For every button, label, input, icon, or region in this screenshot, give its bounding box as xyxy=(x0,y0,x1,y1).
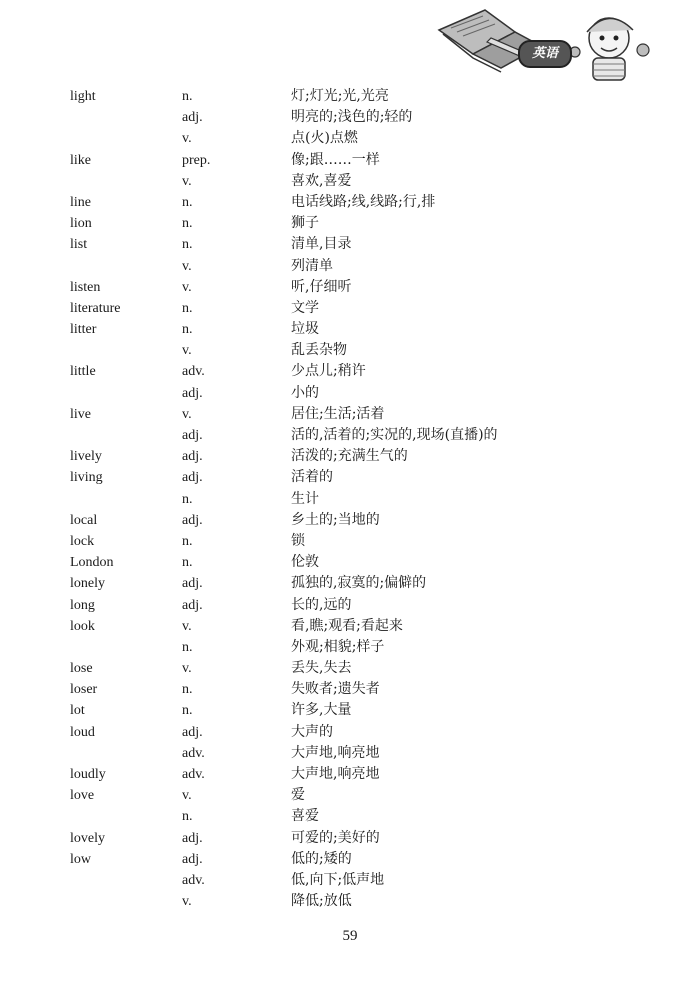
definition: 喜爱 xyxy=(291,808,319,825)
definition: 大声的 xyxy=(291,723,333,740)
definition: 灯;灯光;光,光亮 xyxy=(291,88,389,104)
headword: loser xyxy=(70,682,98,698)
part-of-speech: v. xyxy=(182,279,192,295)
part-of-speech: v. xyxy=(182,406,192,422)
subject-badge: 英语 xyxy=(518,40,572,68)
definition: 大声地,响亮地 xyxy=(291,744,380,761)
vocabulary-entry xyxy=(0,489,700,510)
part-of-speech: v. xyxy=(182,661,192,677)
headword: London xyxy=(70,555,114,571)
part-of-speech: n. xyxy=(182,216,193,232)
vocabulary-entry xyxy=(0,404,700,425)
vocabulary-entry xyxy=(0,256,700,277)
headword: loudly xyxy=(70,767,106,782)
definition: 看,瞧;观看;看起来 xyxy=(291,617,403,634)
definition: 文学 xyxy=(291,299,319,316)
definition: 活泼的;充满生气的 xyxy=(291,448,408,465)
headword: listen xyxy=(70,279,101,295)
definition: 许多,大量 xyxy=(291,702,352,719)
headword: lonely xyxy=(70,576,105,592)
part-of-speech: adj. xyxy=(182,512,203,528)
vocabulary-entry xyxy=(0,700,700,721)
vocabulary-entry xyxy=(0,595,700,616)
headword: long xyxy=(70,597,95,613)
part-of-speech: n. xyxy=(182,639,193,655)
part-of-speech: adv. xyxy=(182,745,205,761)
part-of-speech: adv. xyxy=(182,767,205,782)
definition: 喜欢,喜爱 xyxy=(291,172,352,189)
definition: 丢失,失去 xyxy=(291,660,352,677)
vocabulary-entry xyxy=(0,298,700,319)
vocabulary-entry xyxy=(0,446,700,467)
headword: lovely xyxy=(70,830,105,846)
headword: lot xyxy=(70,703,85,719)
definition: 像;跟……一样 xyxy=(291,151,380,168)
part-of-speech: adj. xyxy=(182,470,203,486)
headword: living xyxy=(70,470,103,486)
definition: 伦敦 xyxy=(291,554,319,571)
vocabulary-entry xyxy=(0,891,700,912)
vocabulary-entry xyxy=(0,277,700,298)
definition: 小的 xyxy=(291,384,319,401)
headword: list xyxy=(70,237,88,253)
part-of-speech: v. xyxy=(182,343,192,359)
headword: lock xyxy=(70,533,95,549)
part-of-speech: v. xyxy=(182,131,192,147)
vocabulary-entry xyxy=(0,828,700,849)
vocabulary-entry xyxy=(0,510,700,531)
part-of-speech: adj. xyxy=(182,449,203,465)
vocabulary-entry xyxy=(0,86,700,107)
headword: like xyxy=(70,152,91,168)
part-of-speech: v. xyxy=(182,788,192,804)
part-of-speech: n. xyxy=(182,533,193,549)
vocabulary-entry xyxy=(0,637,700,658)
headword: lion xyxy=(70,216,92,232)
definition: 明亮的;浅色的;轻的 xyxy=(291,109,413,126)
part-of-speech: adj. xyxy=(182,724,203,740)
definition: 清单,目录 xyxy=(291,236,352,253)
definition: 活的,活着的;实况的,现场(直播)的 xyxy=(291,427,498,443)
vocabulary-entry xyxy=(0,849,700,870)
definition: 爱 xyxy=(291,787,305,804)
definition: 乡土的;当地的 xyxy=(291,511,380,528)
part-of-speech: adj. xyxy=(182,110,203,126)
definition: 垃圾 xyxy=(291,321,319,338)
headword: low xyxy=(70,851,91,867)
headword: loud xyxy=(70,724,95,740)
headword: live xyxy=(70,406,91,422)
vocabulary-entry xyxy=(0,150,700,171)
part-of-speech: v. xyxy=(182,618,192,634)
part-of-speech: n. xyxy=(182,491,193,507)
header-decoration xyxy=(437,2,695,84)
definition: 生计 xyxy=(291,490,319,507)
definition: 大声地,响亮地 xyxy=(291,766,380,782)
vocabulary-entry xyxy=(0,234,700,255)
definition: 少点儿;稍许 xyxy=(291,363,366,380)
page-number: 59 xyxy=(342,928,358,944)
headword: literature xyxy=(70,300,121,316)
definition: 乱丢杂物 xyxy=(291,342,347,359)
part-of-speech: adj. xyxy=(182,597,203,613)
vocabulary-entry xyxy=(0,531,700,552)
part-of-speech: adj. xyxy=(182,830,203,846)
vocabulary-entry xyxy=(0,171,700,192)
definition: 点(火)点燃 xyxy=(291,130,358,147)
definition: 锁 xyxy=(291,532,305,549)
vocabulary-entry xyxy=(0,107,700,128)
definition: 低,向下;低声地 xyxy=(291,871,385,888)
vocabulary-entry xyxy=(0,679,700,700)
vocabulary-entry xyxy=(0,573,700,594)
headword: lose xyxy=(70,661,93,677)
definition: 电话线路;线,线路;行,排 xyxy=(291,193,436,210)
vocabulary-entry xyxy=(0,340,700,361)
definition: 低的;矮的 xyxy=(291,850,352,867)
part-of-speech: adj. xyxy=(182,851,203,867)
part-of-speech: n. xyxy=(182,682,193,698)
headword: lively xyxy=(70,449,102,465)
vocabulary-entry xyxy=(0,383,700,404)
part-of-speech: prep. xyxy=(182,152,211,168)
part-of-speech: n. xyxy=(182,555,193,571)
headword: love xyxy=(70,788,95,804)
vocabulary-entry xyxy=(0,128,700,149)
vocabulary-entry xyxy=(0,722,700,743)
vocabulary-entry xyxy=(0,658,700,679)
part-of-speech: adv. xyxy=(182,872,205,888)
definition: 长的,远的 xyxy=(291,596,352,613)
vocabulary-list xyxy=(0,86,700,912)
part-of-speech: n. xyxy=(182,809,193,825)
definition: 可爱的;美好的 xyxy=(291,829,380,846)
definition: 活着的 xyxy=(291,469,333,486)
definition: 降低;放低 xyxy=(291,893,352,910)
definition: 列清单 xyxy=(291,257,333,274)
definition: 失败者;遗失者 xyxy=(291,681,380,698)
definition: 听,仔细听 xyxy=(291,278,352,295)
vocabulary-entry xyxy=(0,319,700,340)
part-of-speech: adv. xyxy=(182,364,205,380)
part-of-speech: n. xyxy=(182,194,193,210)
part-of-speech: n. xyxy=(182,89,193,104)
definition: 狮子 xyxy=(291,215,319,232)
definition: 居住;生活;活着 xyxy=(291,405,385,422)
headword: little xyxy=(70,364,96,380)
part-of-speech: v. xyxy=(182,258,192,274)
part-of-speech: n. xyxy=(182,322,193,338)
part-of-speech: n. xyxy=(182,703,193,719)
headword: litter xyxy=(70,322,97,338)
vocabulary-entry xyxy=(0,552,700,573)
vocabulary-entry xyxy=(0,743,700,764)
vocabulary-entry xyxy=(0,467,700,488)
vocabulary-entry xyxy=(0,616,700,637)
vocabulary-entry xyxy=(0,425,700,446)
headword: light xyxy=(70,89,96,104)
vocabulary-entry xyxy=(0,213,700,234)
part-of-speech: v. xyxy=(182,173,192,189)
part-of-speech: n. xyxy=(182,237,193,253)
part-of-speech: adj. xyxy=(182,385,203,401)
part-of-speech: adj. xyxy=(182,576,203,592)
definition: 孤独的,寂寞的;偏僻的 xyxy=(291,575,427,592)
vocabulary-entry xyxy=(0,764,700,785)
vocabulary-entry xyxy=(0,192,700,213)
vocabulary-entry xyxy=(0,361,700,382)
vocabulary-entry xyxy=(0,870,700,891)
part-of-speech: v. xyxy=(182,894,192,910)
headword: local xyxy=(70,512,98,528)
headword: look xyxy=(70,618,95,634)
vocabulary-entry xyxy=(0,785,700,806)
part-of-speech: n. xyxy=(182,300,193,316)
definition: 外观;相貌;样子 xyxy=(291,638,385,655)
part-of-speech: adj. xyxy=(182,428,203,443)
headword: line xyxy=(70,194,91,210)
vocabulary-entry xyxy=(0,806,700,827)
